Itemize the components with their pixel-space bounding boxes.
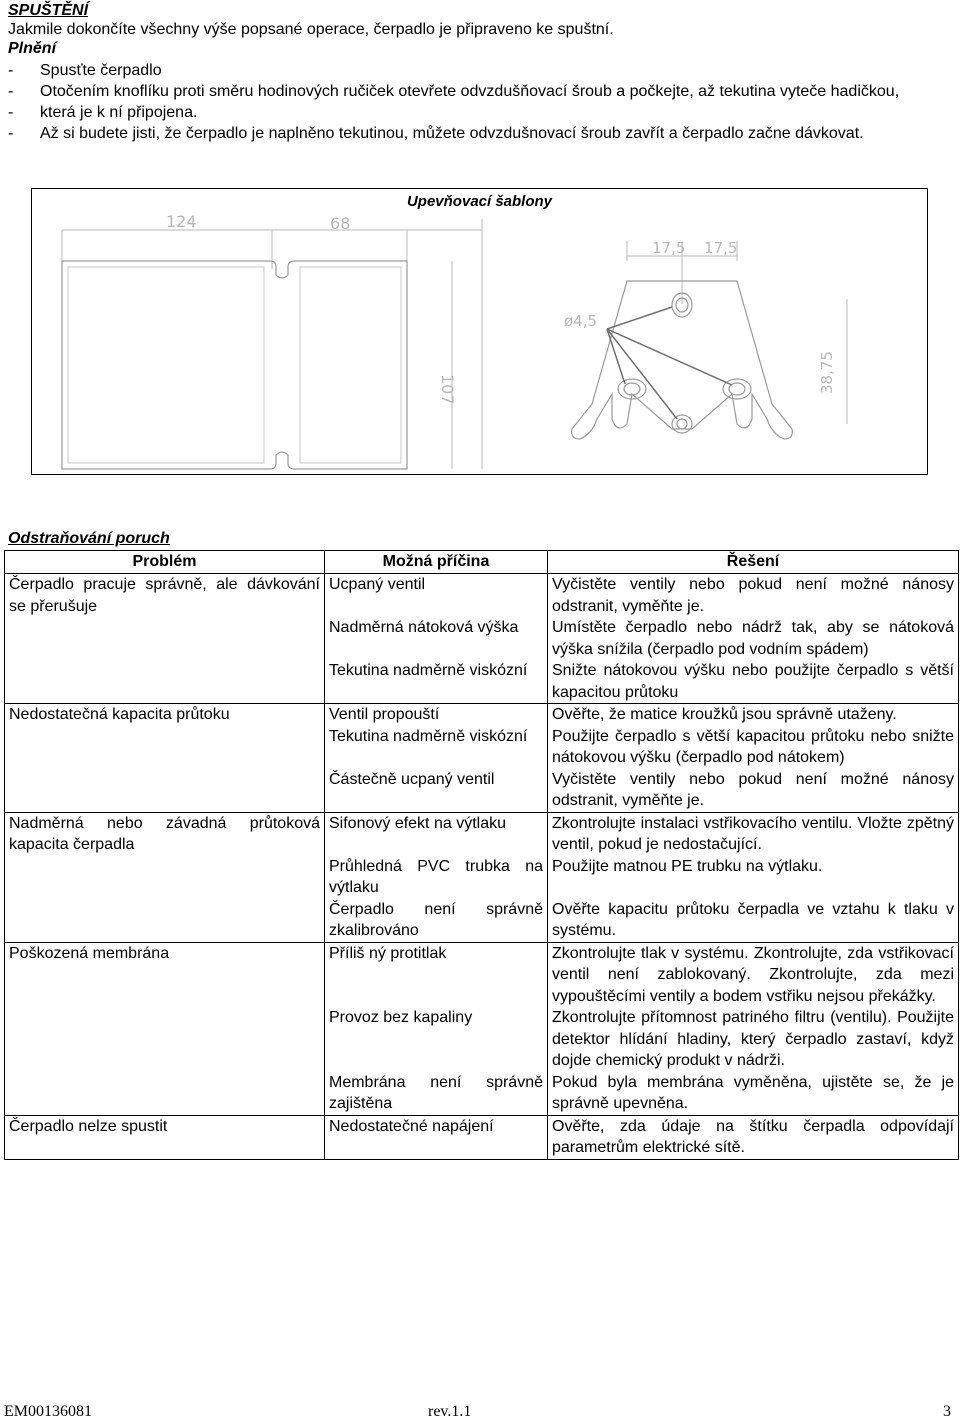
dim-hole-spacing-2: 17,5 [704, 239, 738, 257]
solution-cell: Zkontrolujte tlak v systému. Zkontrolujte, zda vstřikovací ventil není zablokovaný. Zkontrolujte, zda mezi vypouštěcími ventily a bodem vstřiku nejsou překážky. [548, 942, 959, 1007]
problem-cell [5, 660, 325, 704]
filling-subtitle: Plnění [8, 40, 57, 57]
step-item: - Až si budete jisti, že čerpadlo je naplněno tekutinou, můžete odvzdušnovací šroub zavřít a čerpadlo začne dávkovat. [8, 125, 864, 142]
cause-cell: Tekutina nadměrně viskózní [325, 660, 548, 704]
table-row [5, 769, 959, 813]
footer-doc-id: EM00136081 [4, 1403, 92, 1420]
step-item: - Otočením knoflíku proti směru hodinových ručiček otevřete odvzdušňovací šroub a počkejte, až tekutina vyteče hadičkou, [8, 83, 900, 100]
dim-height-holes: 38,75 [818, 351, 836, 394]
problem-cell [5, 1007, 325, 1072]
table-row [5, 574, 959, 618]
dim-height: 107 [438, 374, 457, 405]
header-problem: Problém [5, 551, 325, 574]
cause-cell: Ucpaný ventil [325, 574, 548, 618]
section-title-startup: SPUŠTĚNÍ [8, 2, 89, 19]
footer-revision: rev.1.1 [428, 1403, 472, 1420]
solution-cell: Vyčistěte ventily nebo pokud není možné nánosy odstranit, vyměňte je. [548, 769, 959, 813]
table-row [5, 1007, 959, 1072]
step-item: - která je k ní připojena. [8, 104, 198, 121]
step-item: - Spusťte čerpadlo [8, 62, 162, 79]
table-row [5, 660, 959, 704]
solution-cell: Zkontrolujte instalaci vstřikovacího ventilu. Vložte zpětný ventil, pokud je nedostačující. [548, 812, 959, 856]
template-title: Upevňovací šablony [406, 193, 553, 210]
table-row [5, 856, 959, 899]
problem-cell: Čerpadlo pracuje správně, ale dávkování se přerušuje [5, 574, 325, 618]
problem-cell [5, 1072, 325, 1116]
problem-cell: Nadměrná nebo závadná průtoková kapacita čerpadla [5, 812, 325, 856]
problem-cell: Nedostatečná kapacita průtoku [5, 704, 325, 726]
cause-cell: Částečně ucpaný ventil [325, 769, 548, 813]
dim-hole-spacing-1: 17,5 [652, 239, 686, 257]
cause-cell: Ventil propouští [325, 704, 548, 726]
cause-cell: Sifonový efekt na výtlaku [325, 812, 548, 856]
table-row [5, 1072, 959, 1116]
solution-cell: Použijte matnou PE trubku na výtlaku. [548, 856, 959, 899]
table-row [5, 726, 959, 769]
solution-cell: Ověřte, že matice kroužků jsou správně utaženy. [548, 704, 959, 726]
problem-cell: Čerpadlo nelze spustit [5, 1115, 325, 1159]
cause-cell: Příliš ný protitlak [325, 942, 548, 1007]
problem-cell [5, 856, 325, 899]
header-cause: Možná příčina [325, 551, 548, 574]
cause-cell: Nedostatečné napájení [325, 1115, 548, 1159]
solution-cell: Zkontrolujte přítomnost patriného filtru (ventilu). Použijte detektor hlídání hladiny, který čerpadlo zastaví, když dojde chemický produkt v nádrži. [548, 1007, 959, 1072]
dim-hole-diameter: ø4,5 [564, 312, 598, 330]
table-row [5, 812, 959, 856]
cause-cell: Čerpadlo není správně zkalibrováno [325, 899, 548, 943]
solution-cell: Ověřte, zda údaje na štítku čerpadla odpovídají parametrům elektrické sítě. [548, 1115, 959, 1159]
troubleshooting-title: Odstraňování poruch [8, 530, 170, 547]
mounting-template-drawing [32, 189, 927, 474]
table-row [5, 942, 959, 1007]
cause-cell: Nadměrná nátoková výška [325, 617, 548, 660]
cause-cell: Průhledná PVC trubka na výtlaku [325, 856, 548, 899]
solution-cell: Ověřte kapacitu průtoku čerpadla ve vztahu k tlaku v systému. [548, 899, 959, 943]
startup-intro: Jakmile dokončíte všechny výše popsané operace, čerpadlo je připraveno ke spuštní. [8, 21, 614, 38]
problem-cell [5, 726, 325, 769]
footer-page-number: 3 [943, 1403, 951, 1420]
dim-width-half: 68 [330, 214, 351, 233]
mounting-template-frame [31, 188, 928, 475]
table-row [5, 704, 959, 726]
troubleshooting-table [4, 550, 959, 1160]
cause-cell: Membrána není správně zajištěna [325, 1072, 548, 1116]
problem-cell [5, 617, 325, 660]
solution-cell: Snižte nátokovou výšku nebo použijte čerpadlo s větší kapacitou průtoku [548, 660, 959, 704]
header-solution: Řešení [548, 551, 959, 574]
table-row [5, 1115, 959, 1159]
dim-width-total: 124 [166, 212, 197, 231]
problem-cell [5, 769, 325, 813]
problem-cell: Poškozená membrána [5, 942, 325, 1007]
cause-cell: Provoz bez kapaliny [325, 1007, 548, 1072]
table-row [5, 899, 959, 943]
solution-cell: Pokud byla membrána vyměněna, ujistěte se, že je správně upevněna. [548, 1072, 959, 1116]
solution-cell: Použijte čerpadlo s větší kapacitou průtoku nebo snižte nátokovou výšku (čerpadlo pod nátokem) [548, 726, 959, 769]
table-header-row [5, 551, 959, 574]
cause-cell: Tekutina nadměrně viskózní [325, 726, 548, 769]
table-row [5, 617, 959, 660]
solution-cell: Vyčistěte ventily nebo pokud není možné nánosy odstranit, vyměňte je. [548, 574, 959, 618]
problem-cell [5, 899, 325, 943]
solution-cell: Umístěte čerpadlo nebo nádrž tak, aby se nátoková výška snížila (čerpadlo pod vodním spádem) [548, 617, 959, 660]
